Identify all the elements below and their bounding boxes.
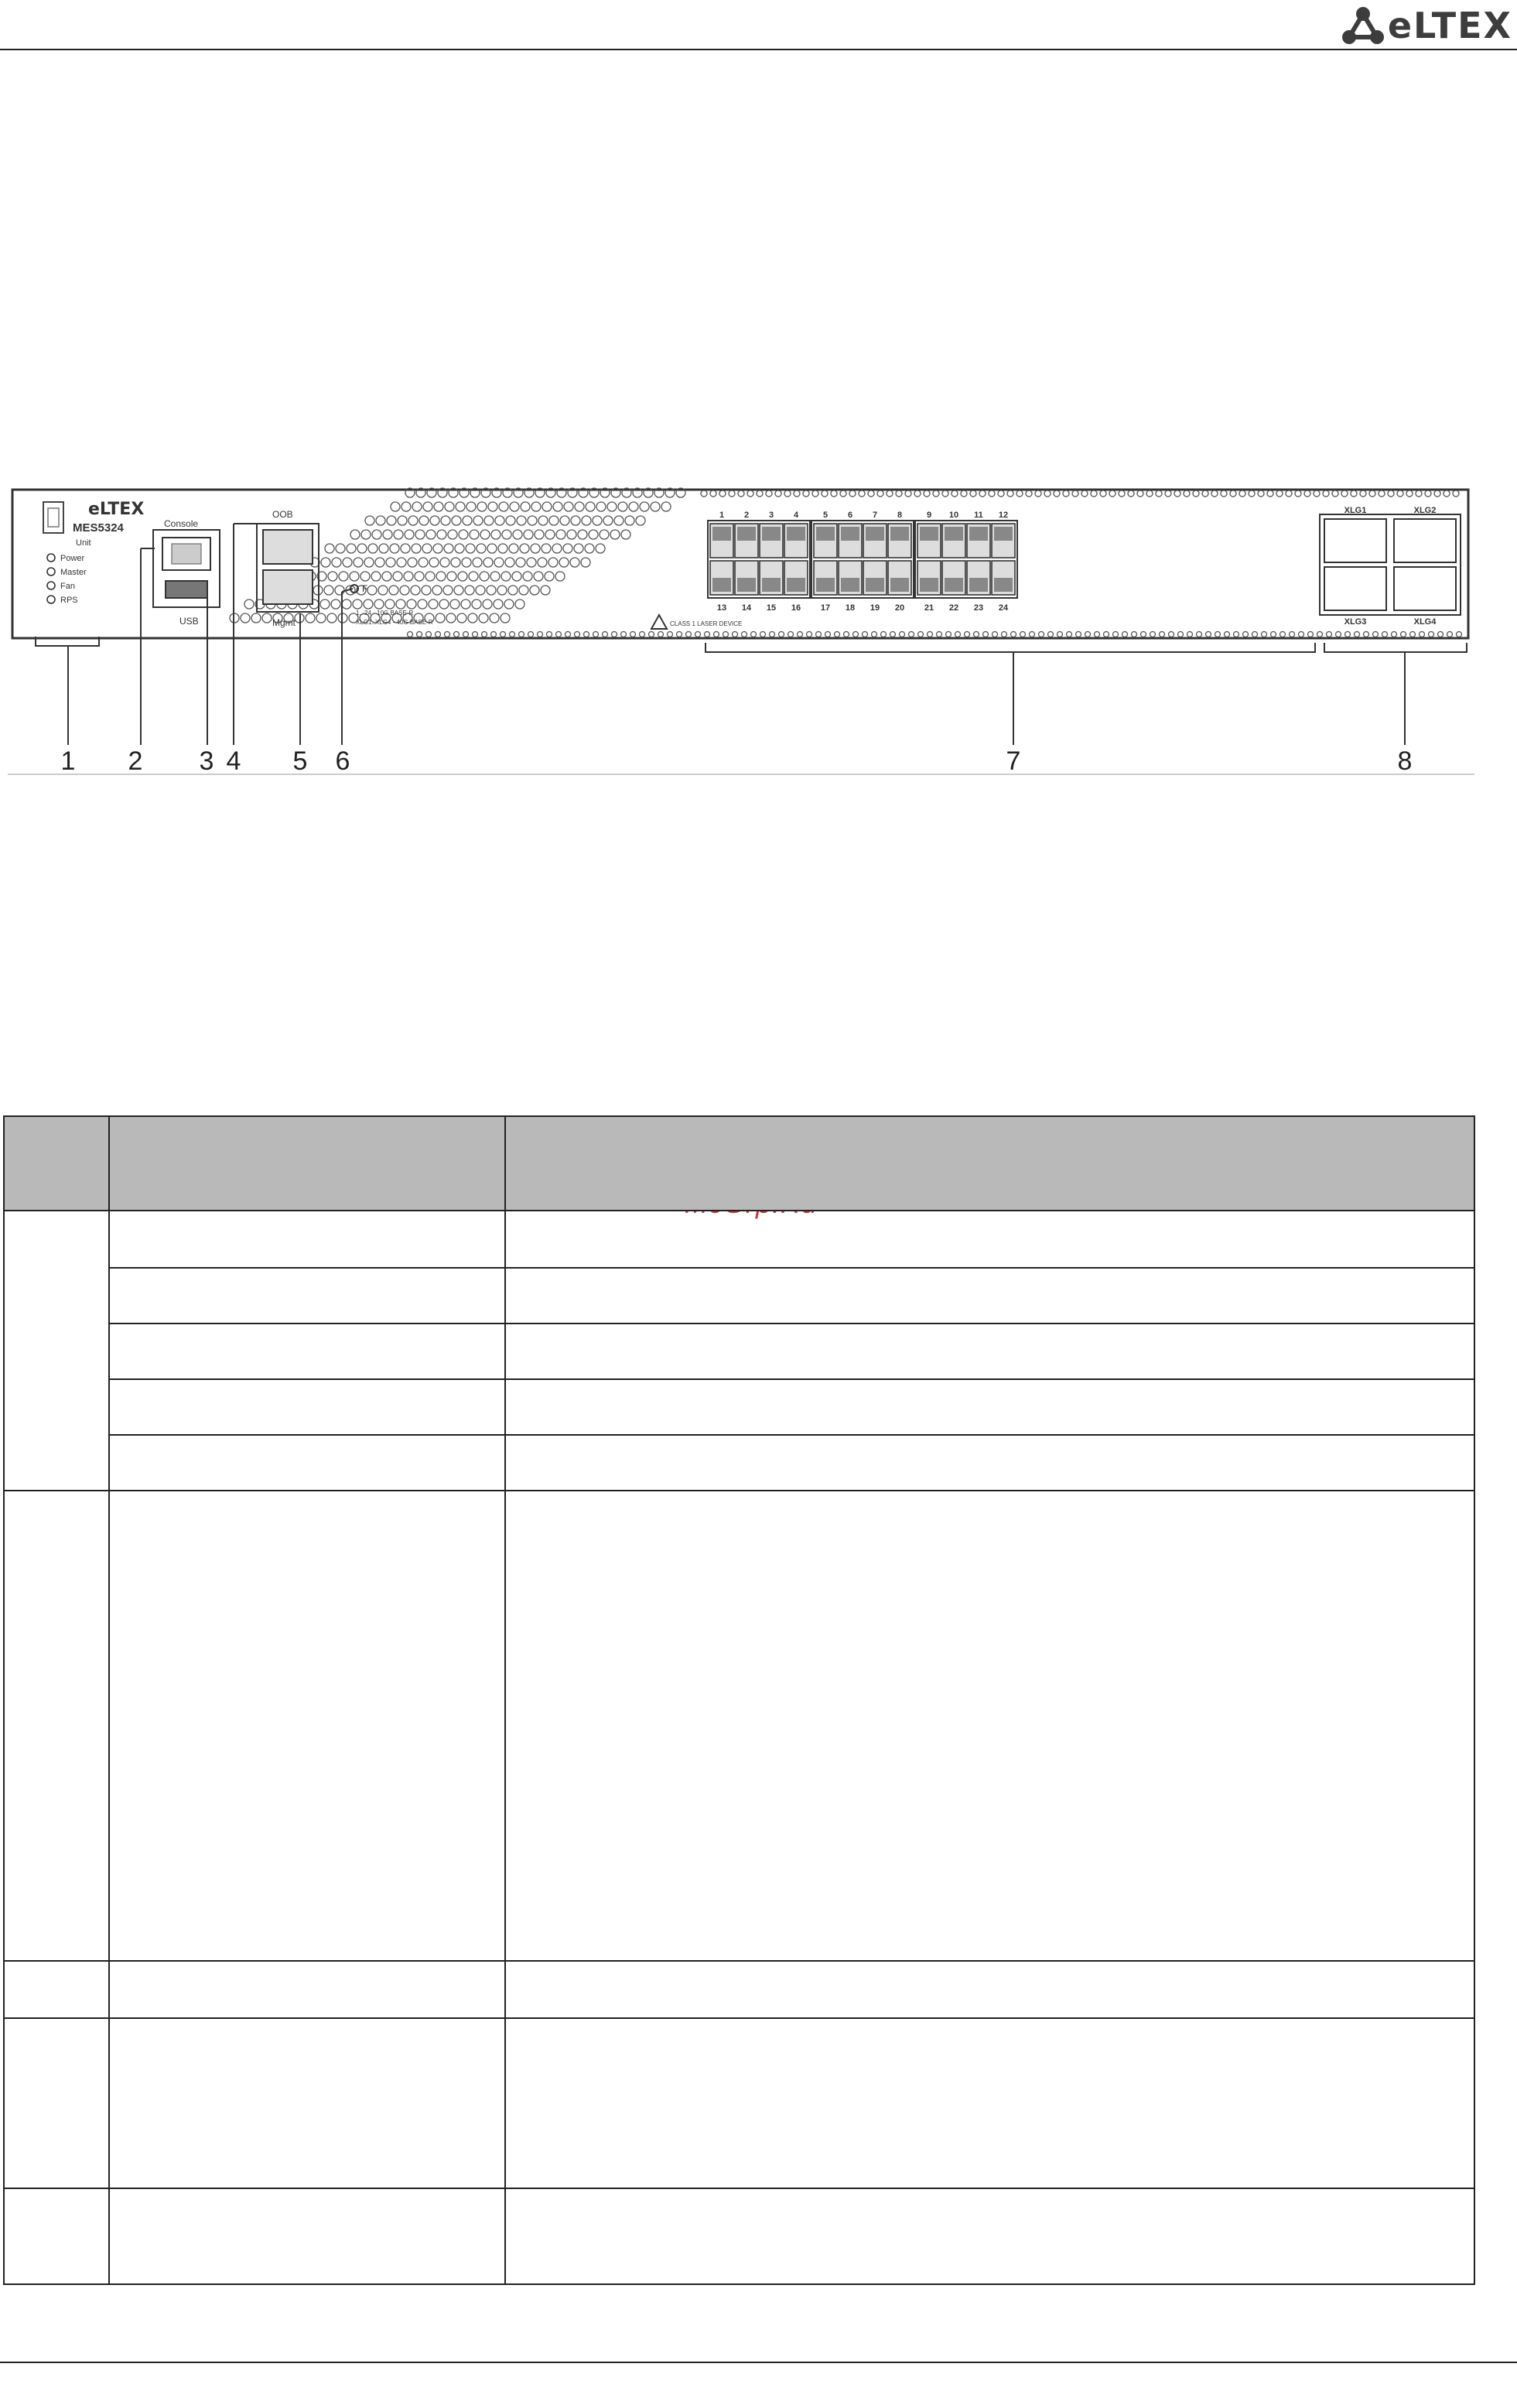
sfp-port-label: 19 [870, 603, 880, 613]
table-header-row [4, 1116, 1474, 1211]
sfp-port-label: 21 [924, 603, 934, 613]
xlg-port [1324, 519, 1386, 562]
sfp-port-label: 6 [847, 511, 853, 520]
xlg-port [1324, 567, 1386, 610]
callout-number: 1 [60, 746, 76, 776]
table-cell [4, 2188, 109, 2284]
table-cell [109, 1491, 505, 1961]
table-header-cell-3 [505, 1116, 1474, 1211]
sfp-port-label: 8 [897, 511, 903, 520]
table-cell [109, 2018, 505, 2188]
led-label: Power [60, 554, 85, 563]
ports-note-1: 1...24 - 10G BASE-R [356, 610, 414, 617]
callout-number: 4 [226, 746, 241, 776]
sfp-port-label: 18 [845, 603, 856, 613]
table-cell [109, 1211, 505, 1268]
unit-label: Unit [76, 538, 91, 548]
callout-number: 3 [199, 746, 214, 776]
sfp-port-label: 9 [926, 511, 932, 520]
device-model: MES5324 [73, 521, 124, 535]
sfp-port-label: 10 [948, 511, 959, 520]
table-cell [505, 1268, 1474, 1324]
sfp-port-label: 7 [872, 511, 878, 520]
header-rule [0, 49, 1517, 50]
table-row [4, 1491, 1474, 1961]
led-label: Fan [60, 582, 75, 591]
table-cell [109, 1379, 505, 1435]
mgmt-label: Mgmt [272, 617, 296, 628]
callout-number: 2 [128, 746, 143, 776]
ports-note-2: XLG1..XLG4 - 40G BASE-R [356, 619, 433, 626]
callout-number: 5 [292, 746, 308, 776]
xlg-port [1394, 567, 1456, 610]
oob-label: OOB [272, 509, 293, 520]
footer-rule [0, 2362, 1517, 2363]
unit-display [43, 502, 63, 533]
table-row [4, 1324, 1474, 1379]
sfp-port-label: 17 [820, 603, 831, 613]
xlg-port-label: XLG3 [1344, 617, 1367, 627]
led-master-icon [47, 568, 55, 576]
xlg-port [1394, 519, 1456, 562]
xlg-port-label: XLG4 [1413, 617, 1437, 627]
device-brand: eLTEX [88, 500, 145, 519]
led-power-icon [47, 554, 55, 562]
table-cell [505, 2018, 1474, 2188]
oob-port [263, 530, 313, 564]
table-row [4, 1268, 1474, 1324]
console-label: Console [164, 518, 199, 529]
xlg-port-label: XLG1 [1344, 506, 1367, 515]
table-cell [505, 1491, 1474, 1961]
sfp-port-label: 24 [998, 603, 1009, 613]
table-cell [109, 1961, 505, 2018]
table-cell [4, 2018, 109, 2188]
sfp-port-label: 15 [766, 603, 777, 613]
table-row [4, 2188, 1474, 2284]
usb-label: USB [179, 616, 199, 627]
led-rps-icon [47, 596, 55, 603]
sfp-port-label: 12 [998, 511, 1009, 520]
header-logo [1341, 5, 1512, 46]
table-cell [505, 1961, 1474, 2018]
led-fan-icon [47, 582, 55, 589]
sfp-port-label: 3 [768, 511, 774, 520]
table-row [4, 1379, 1474, 1435]
callout-number: 8 [1397, 746, 1413, 776]
table-cell [4, 1961, 109, 2018]
sfp-port-label: 11 [974, 511, 983, 520]
table-cell [505, 1435, 1474, 1491]
sfp-port-label: 14 [741, 603, 752, 613]
table-header-cell-2 [109, 1116, 505, 1211]
table-cell [109, 1324, 505, 1379]
eltex-logo-icon [1341, 5, 1385, 46]
callout-number: 7 [1006, 746, 1021, 776]
callout-number: 6 [335, 746, 350, 776]
spec-table [3, 1115, 1475, 2285]
sfp-port-label: 2 [743, 511, 750, 520]
sfp-port-label: 1 [719, 511, 725, 520]
f-label: F [362, 583, 368, 594]
front-panel-figure [8, 483, 1474, 776]
sfp-port-label: 20 [894, 603, 905, 613]
mgmt-port [263, 570, 313, 604]
table-cell [109, 1268, 505, 1324]
header-logo-text: eLTEX [1387, 5, 1512, 46]
table-cell [4, 1211, 109, 1491]
xlg-port-label: XLG2 [1413, 506, 1437, 515]
table-row [4, 2018, 1474, 2188]
table-row [4, 1961, 1474, 2018]
sfp-port-label: 4 [793, 511, 799, 520]
table-cell [505, 1324, 1474, 1379]
sfp-port-label: 23 [973, 603, 984, 613]
sfp-port-label: 16 [791, 603, 801, 613]
led-label: Master [60, 568, 87, 577]
table-cell [109, 2188, 505, 2284]
laser-label: CLASS 1 LASER DEVICE [670, 620, 743, 627]
sfp-port-label: 13 [716, 603, 727, 613]
sfp-port-label: 5 [822, 511, 829, 520]
table-cell [4, 1491, 109, 1961]
led-label: RPS [60, 596, 78, 605]
table-header-cell-1 [4, 1116, 109, 1211]
table-cell [505, 2188, 1474, 2284]
sfp-port-label: 22 [948, 603, 959, 613]
table-cell [505, 1211, 1474, 1268]
table-cell [109, 1435, 505, 1491]
table-cell [505, 1379, 1474, 1435]
table-row [4, 1211, 1474, 1268]
usb-port [166, 581, 207, 598]
table-row [4, 1435, 1474, 1491]
